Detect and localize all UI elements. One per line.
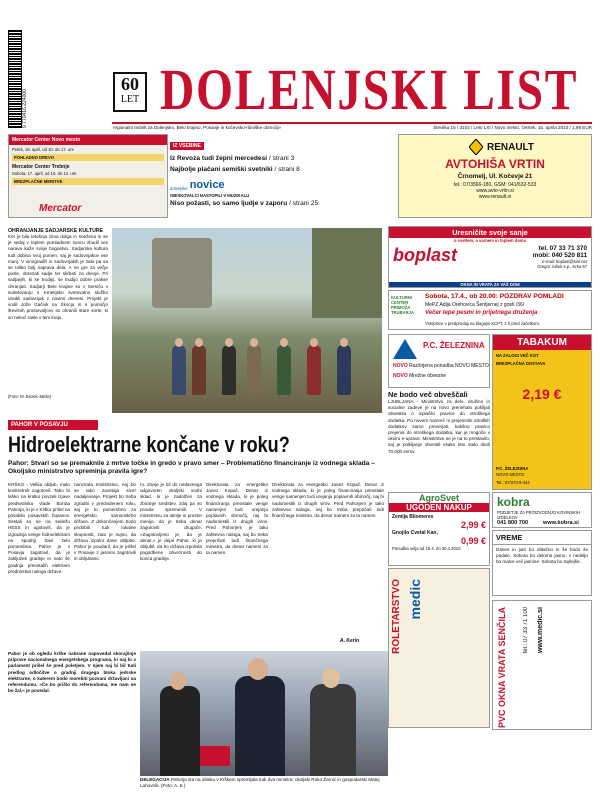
photo-house [152, 238, 212, 308]
renault-dealer: AVTOHIŠA VRTIN [445, 157, 545, 171]
article-col4: Direktorata za energetiko Janez Kopač. Denar iz vodnega sklada, ki je poleg financiranja preostale verige namenjen tudi urejanju poplavnih območij, naj bi nadomestili iz drugih virov. Pred Pahorjem je tako zahtevna naloga, saj bo treba prepričati tudi finančnega ministra, da denar nameni za ta namen. [206, 482, 268, 556]
teaser-item1-page: / strani 3 [268, 155, 295, 162]
article-author: A. Kerin [340, 638, 360, 644]
mercator-ad[interactable] [8, 134, 168, 218]
section-tag: PAHOR V POSAVJU [8, 420, 98, 430]
agrosvet-product2: Gnojilo Cvetal Kan, [392, 530, 438, 536]
teaser-item3-text: Niso požasti, so samo ljudje v zaporu [170, 200, 288, 207]
main-headline: Hidroelektrarne končane v roku? [8, 432, 290, 457]
photo-caption [140, 777, 388, 788]
rolet-web: www.medic.si [537, 607, 544, 654]
renault-address: Črnomelj, Ul. Kočevje 21 [457, 173, 533, 180]
barcode-number: 9 770416 224000 [22, 89, 28, 128]
teaser-item1[interactable] [170, 155, 396, 162]
supplement-pre: dolenjske [170, 186, 188, 191]
renault-web2: www.renault.si [478, 194, 512, 200]
agrosvet-note: Ponudba velja od 15.4. do 30.4.2010. [392, 546, 462, 551]
tabakum-price: 2,19 € [522, 386, 562, 402]
agrosvet-brand: AgroSvet [418, 493, 459, 503]
kcpt-logo: KULTURNI CENTER PRIMOŽA TRUBARJA [391, 295, 415, 315]
pozdrav-sub: MePZ Adija Orehovica Šentjernej z gosti /36/ [425, 302, 525, 308]
teaser-label: IZ VSEBINE [170, 142, 204, 150]
kobra-line: PODJETJE ZA PROIZVODNJO KOVINSKIH IZDELKOV [497, 510, 581, 520]
lead-credit: (Foto: M. Bezek-Jakše) [8, 394, 52, 399]
ne-bodo-title: Ne bodo več obveščali [388, 390, 468, 399]
contents-teaser [170, 134, 396, 218]
rolet-brand: ROLETARSTVO [391, 579, 402, 654]
mercator-badge2: BREZPLAČNE MERITVE [12, 178, 164, 185]
issue-line: Številka 15 / 3103 / Leto LXI / Novo mesto, četrtek, 15. aprila 2010 / 1,98 EUR [433, 125, 592, 130]
mercator-line3: Sobota, 17. april, od 10. do 12. ure [12, 171, 77, 176]
mercator-title: Mercator Center Novo mesto [9, 135, 167, 145]
masthead-subtitle: regionalni tednik za Dolenjsko, Belo krajino, Posavje in kočevsko-ribniške območje [113, 125, 281, 130]
barcode [8, 30, 22, 128]
masthead-rule [112, 122, 592, 124]
teaser-item2-page: / strani 8 [274, 166, 300, 173]
mercator-badge1: POHLADNO DREVO [12, 154, 164, 161]
teaser-item3[interactable] [170, 200, 396, 207]
rolet-brand2: PVC OKNA VRATA SENČILA [497, 607, 507, 729]
photo-trees [312, 228, 382, 318]
lead-title: OHRANJANJE SADJARSKE KULTURE [8, 228, 104, 234]
kobra-brand: kobra [497, 495, 530, 509]
mercator-line2: Mercator Center Trebnje [12, 164, 70, 170]
tabakum-line4: NOVO MESTO [496, 472, 525, 477]
zeleznina-brand: P.C. ŽELEZNINA [423, 341, 485, 350]
boplast-phone2: mobi: 040 520 811 [532, 252, 587, 259]
article-col5: Direktorata za energetiko Janez Kopač. Denar iz vodnega sklada, ki je poleg financiranja preostale verige namenjen tudi urejanju poplavnih območij, naj bi nadomestili iz drugih virov. Pred Pahorjem je tako zahtevna naloga, saj bo treba prepričati tudi finančnega ministra, da denar nameni za ta namen. [272, 482, 384, 519]
zeleznina-novo1: NOVO [393, 363, 408, 369]
weather-title: VREME [493, 531, 591, 545]
pozdrav-ad[interactable] [388, 290, 592, 330]
boplast-logo: boplast [393, 245, 458, 265]
tabakum-line2: BREZPLAČNA DOSTAVA [496, 361, 546, 366]
rolet-vertical-banner[interactable] [388, 568, 490, 728]
pozdrav-note: Vstopnice v predprodaji na blagajni KCPT, 1 h pred začetkom. [425, 321, 540, 326]
weather-body: Danes in jutri bo oblačno in še bodo še padale. Sobota bo deloma jasno, v nedeljo bo malce več jasnine. Sobota bo toplejše. [496, 547, 588, 565]
anniversary-number: 60 [121, 74, 139, 94]
supplement-logo: novice [189, 179, 225, 191]
tabakum-brand: TABAKUM [493, 335, 591, 350]
anniversary-badge [113, 72, 147, 112]
agrosvet-banner: UGODEN NAKUP [389, 503, 489, 512]
teaser-item2[interactable] [170, 166, 396, 173]
agrosvet-product1: Zemlja Bliomeres [392, 514, 434, 520]
weather-box [492, 530, 592, 596]
pozdrav-date-title [425, 293, 564, 300]
agrosvet-price1: 2,99 € [460, 520, 486, 530]
ne-bodo-story [388, 390, 490, 490]
rolet-phone: tel.: 07 33 71 100 [523, 607, 529, 654]
standfirst: Pahor: Stvari so se premaknile z mrtve točke in gredo v pravo smer – Problematično financiranje iz vodnega sklada – Okoljsko ministrstvo spreminja pravila igre? [8, 460, 375, 475]
agrosvet-price2: 0,99 € [460, 536, 486, 546]
kobra-phone: 041 800 700 [497, 520, 529, 526]
lead-photo [112, 228, 382, 413]
boplast-subhead: o svetlem, a varnem in toplem domu [453, 238, 527, 243]
article-col1: KRŠKO - Velika obljub, malo konkretnih zagotovil. Tako bi lahko na kratko povzeli izjave predsednika vlade Boruta Pahorja, ki je v Krško prišel na povabilo posavskih županov. Sestali so se na sedežu HESS in ugotovili, da je izgradnja verige hidroelektrarn na spodnji Savi zelo pomembna. Pahor je v Posavju zagotovil, da je zaključek gradnje in nato še gradnja preostalih elektrarn prednostna naloga države. [8, 482, 70, 574]
delegation-photo [140, 651, 388, 776]
agrosvet-ad[interactable] [388, 492, 490, 566]
anniversary-label: LET [120, 94, 140, 105]
mercator-line1: Petek, 16. april, od 10. do 17. ure [12, 147, 74, 152]
kobra-ad[interactable] [492, 492, 592, 528]
zeleznina-ad[interactable] [388, 334, 490, 388]
article-col3: ro. Zanje je bil do nedavnega odgovoren okoljski vodni sklad, ki je zadolžen za zbiranje sredstev, zdaj pa so pravila spremenili. V ministrstvu za okolje in prostor menijo, da je treba denar zagotoviti drugače. »Zagotovljeno je, da je denar,« je dejal Pahor, ki je obljubil, da bo država izpolnila pogodbene obveznosti do konca gradnje. [140, 482, 202, 562]
tabakum-line1: NA ZALOGI VEČ KOT [496, 353, 539, 358]
pozdrav-tag: Večer lepe pesmi in prijetnega druženja [425, 310, 538, 316]
renault-logo-icon [469, 139, 483, 155]
photo-caption-text: Pahorja sta na obisku v Krškem spremljala tudi dva ministra: okoljski Roko Žarnić in gospodarski Matej Lahovnik. (Foto: A. K.) [140, 777, 380, 788]
ne-bodo-body: LJUBLJANA - Ministrstvo za delo, družino in socialne zadeve je na novo prenehalo pošiljati obvestila o izplačilu pravice do otroškega dodatka. Po novem namreč ni prejemniki otroških dodatkov samo preverjati, kakšno pravico prejema do otroškega dodatka, kar je mogoče v okviru e-uprave. Ministrstvo se je na to prestavilo, saj je pošiljanje obvestil vsako leto stalo okoli 70.000 evrov. [388, 399, 490, 454]
boplast-phone1: tel. 07 33 71 370 [538, 245, 587, 252]
boplast-ad[interactable] [388, 226, 592, 288]
renault-brand: RENAULT [487, 141, 535, 153]
lead-story [8, 228, 108, 413]
tabakum-line3: P.C. ŽELEZNINA [496, 466, 529, 471]
supplement-tag: OBISKOVALCI NASTOPILI V MUZIKALU [170, 193, 250, 198]
teaser-item3-page: / strani 25 [289, 200, 319, 207]
zeleznina-novo2: NOVO [393, 373, 408, 379]
boplast-address: Gregor Jušek s.p., Krka 57 [537, 264, 587, 269]
newspaper-title: DOLENJSKI LIST [160, 57, 579, 122]
renault-ad[interactable] [398, 134, 592, 218]
pozdrav-date: Sobota, 17.4., ob 20.00: [425, 293, 498, 300]
tabakum-ad[interactable] [492, 334, 592, 490]
tabakum-line5: Tel.: 07/373-9-444 [496, 480, 530, 485]
article-highlight: Pahor je ob ogledu krške nabrane napovedal skorajšnje priprave nacionalnega energetskega programa, ki naj bi v parlament prišel še pred poletjem. V njem naj bi bil tudi predlog odločitve o gradnji drugega bloka jedrske elektrarne, o katerem bodo morebiti pozvani državljani na referendumu. »Če bo prišlo do referenduma, me nam ne bo žal,« je povedal. [8, 651, 136, 694]
zeleznina-novo1-text: Razširjena ponudba NOVO MESTO [409, 363, 489, 369]
lead-body: Ker je bila letošnja zima dolga in snežena in se je sedaj v toplem pomladnem soncu zbudil ves narava kaže svoje bogastvo. Sadjarska kultura tudi dobiva svoj pomen, saj je sadovnjakov vse manj. V vinogradih in sadovnjakih je zato pa sa se toliko bolj naprava dela. A ne gre za večje posle, obrezati sadje ter skrbeti za drevje. Pri sadjarjih, ki se trudijo, se trudijo dobre prakse ohranjati. Sadjarji Bele krajine so v Semiču v sodelovanju s Kmetijsko svetovalno službo uredili sadovnjak z novimi drevesi. Projekt je vodil Jože Gačnik na Škocju in s pomočjo številnih prostovoljcev so ohranili stare sorte, ki so nekoč rasle v tem kraju. [8, 234, 108, 320]
boplast-tagline: OKNA IN VRATA ZA VAŠ DOM [389, 282, 591, 287]
teaser-item1-text: Iz Revoza tudi žepni mercedesi [170, 155, 268, 162]
rolet-ad[interactable] [492, 600, 592, 730]
zeleznina-novo2-text: Mrežne obvezne [409, 373, 447, 379]
photo-caption-label: DELEGACIJA [140, 777, 170, 782]
teaser-item2-text: Najbolje plačani semiški svetniki [170, 166, 273, 173]
article-col2: nancirata ministrstvo, naj bo se tako zaostaja sicer nadaljevanje. Projekt bo treba zgraditi v predvidenem roku, saj je to pomembno za energetsko samooskrbo države. Z dokončanjem bodo pridobili tudi lokalne skupnosti, zato je nujno, da država izpolni dane obljube. Pahor je poudaril, da je prišel v Posavje z jasnimi zagotovili in obljubami. [74, 482, 136, 562]
kobra-web: www.kobra.si [543, 520, 579, 526]
rolet-logo: medic [407, 579, 423, 620]
boplast-headline: Uresničite svoje sanje [389, 227, 591, 238]
boplast-email: e-mail: boplast@siol.net [542, 259, 587, 264]
pozdrav-title: POZDRAV POMLADI [499, 293, 564, 300]
renault-phone: tel.: 07/3566-180, GSM: 041/632-533 [453, 182, 537, 188]
zeleznina-logo-icon [393, 339, 417, 359]
mercator-logo: Mercator [39, 203, 82, 214]
renault-web1: www.avto-vrtin.si [476, 188, 514, 194]
